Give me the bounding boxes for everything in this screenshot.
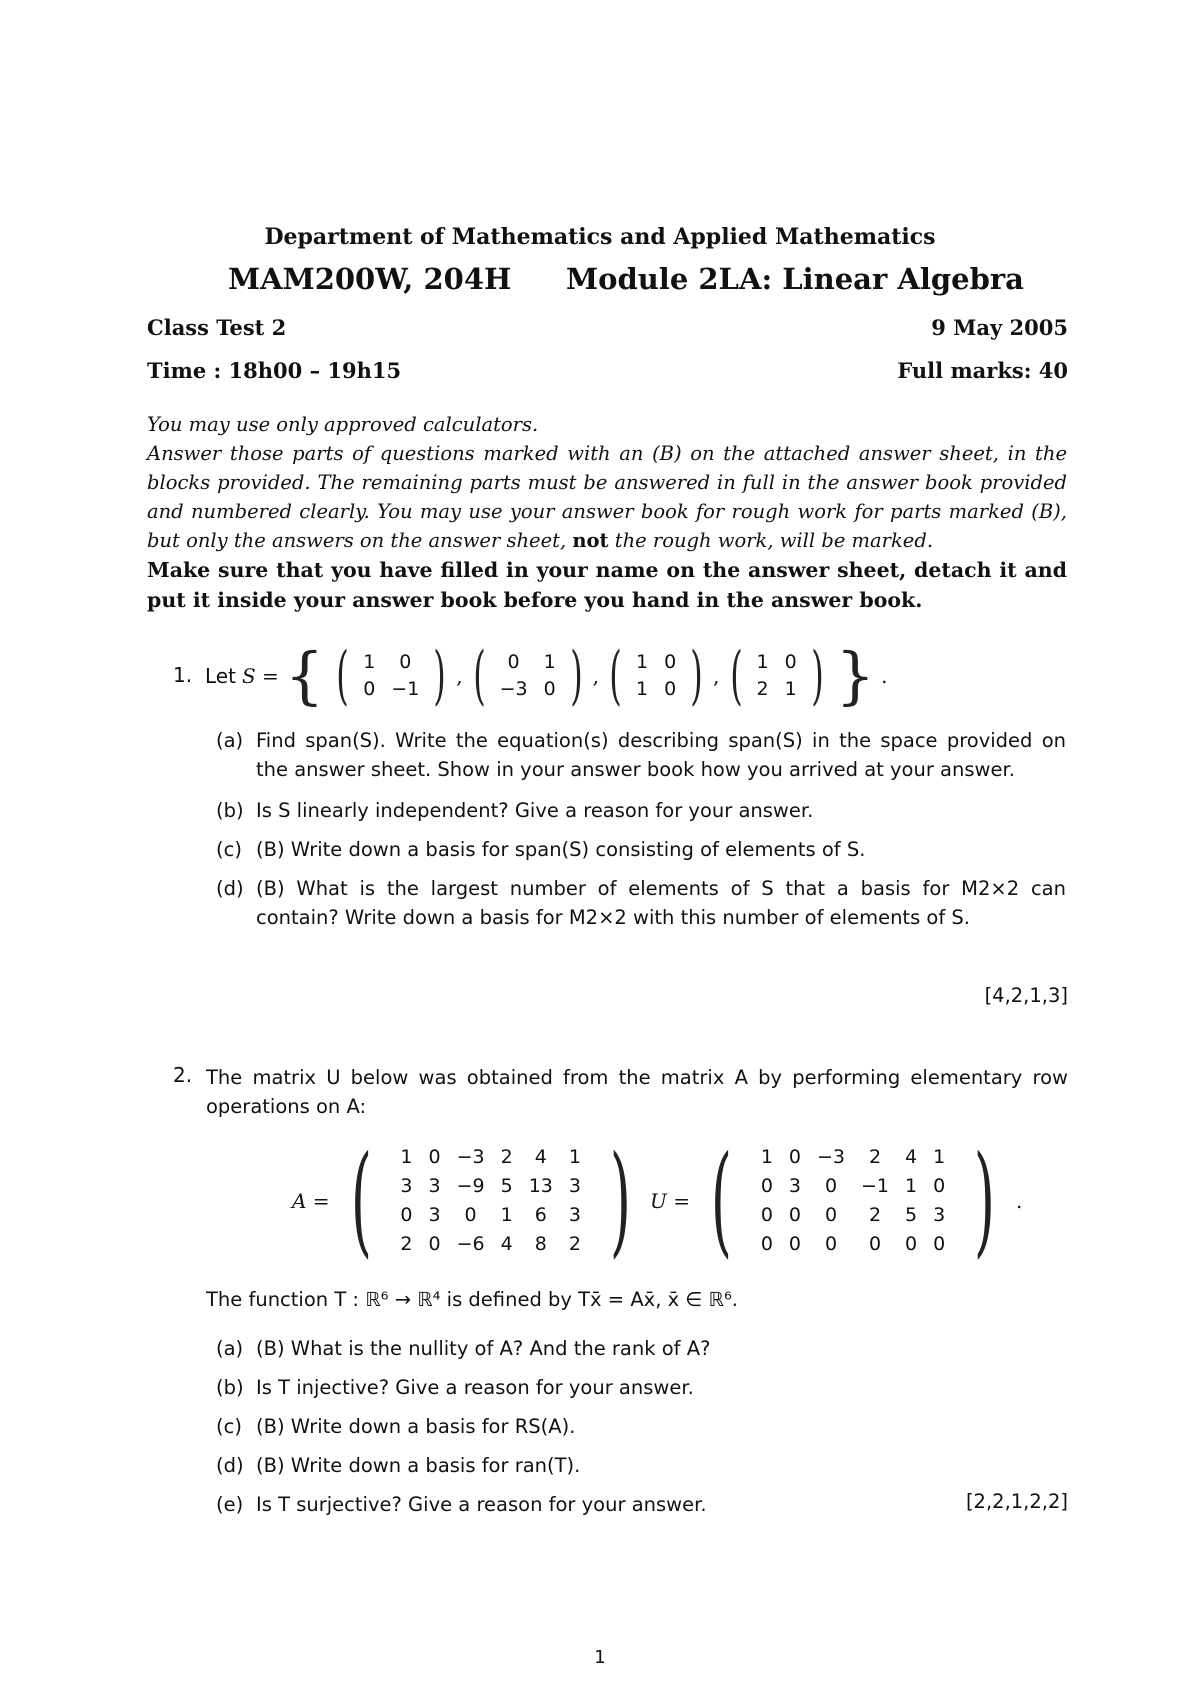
q1-matrix-1: ( 1 0 0 −1 ) [336, 639, 447, 713]
matrix-entry: 4 [905, 1146, 918, 1168]
matrix-entry: 3 [933, 1204, 946, 1226]
q2-function-definition: The function T : ℝ⁶ → ℝ⁴ is defined by Tx̄ = Ax̄, x̄ ∈ ℝ⁶. [206, 1288, 738, 1311]
matrix-entry: 2 [868, 1204, 882, 1226]
matrix-entry: 1 [636, 651, 649, 673]
page-number: 1 [594, 1647, 606, 1668]
matrix-entry: 3 [400, 1175, 413, 1197]
matrix-u-block: U = ( 1 0 −3 2 4 1 0 3 0 −1 1 0 0 0 0 2 5 3 0 0 0 0 0 0 ) . [650, 1131, 1023, 1270]
matrix-entry: 0 [428, 1233, 441, 1255]
q2-part-e: (e) Is T surjective? Give a reason for your answer. [216, 1493, 707, 1516]
answer-instructions: Answer those parts of questions marked with an (B) on the attached answer sheet, in the blocks provided. The remaining parts must be answered in full in the answer book provided and numbered clearly. You may use your answer book for rough work for parts marked (B), but only the answers on the answer sheet, not the rough work, will be marked. [147, 442, 1067, 552]
q1-matrix-2: ( 0 1 −3 0 ) [472, 639, 583, 713]
matrix-entry: 0 [464, 1204, 477, 1226]
matrix-entry: 0 [933, 1175, 946, 1197]
matrix-entry: 1 [760, 1146, 773, 1168]
q2-marks: [2,2,1,2,2] [965, 1490, 1068, 1513]
q2-intro: The matrix U below was obtained from the matrix A by performing elementary row operations on A: [206, 1066, 1068, 1118]
matrix-entry: −1 [391, 678, 420, 700]
matrix-entry: 2 [568, 1233, 581, 1255]
q1-matrix-3: ( 1 0 1 0 ) [609, 639, 703, 713]
matrix-u [753, 1143, 953, 1259]
matrix-entry: 0 [824, 1233, 838, 1255]
matrix-entry: 1 [933, 1146, 946, 1168]
matrix-entry: 0 [760, 1233, 773, 1255]
matrix-entry: 1 [784, 678, 797, 700]
matrix-entry: 13 [528, 1175, 553, 1197]
matrix-entry: 5 [500, 1175, 513, 1197]
matrix-entry: 1 [543, 651, 556, 673]
full-marks: Full marks: 40 [897, 358, 1068, 383]
q1-part-c: (c) (B) Write down a basis for span(S) consisting of elements of S. [216, 838, 866, 861]
matrix-entry: −3 [817, 1146, 846, 1168]
matrix-entry: 0 [543, 678, 556, 700]
matrix-entry: 3 [568, 1204, 581, 1226]
matrix-entry: 0 [664, 651, 677, 673]
q2-part-d: (d) (B) Write down a basis for ran(T). [216, 1454, 581, 1477]
q1-set-symbol: S = [241, 664, 279, 688]
matrix-entry: 2 [868, 1146, 882, 1168]
matrix-entry: 0 [788, 1233, 801, 1255]
warning-note: Make sure that you have filled in your name on the answer sheet, detach it and put it inside your answer book before you hand in the answer book. [147, 558, 1067, 612]
q2-part-a: (a) (B) What is the nullity of A? And the rank of A? [216, 1337, 711, 1360]
q1-let: Let [205, 664, 236, 688]
q1-marks: [4,2,1,3] [984, 984, 1068, 1007]
matrix-entry: 4 [500, 1233, 513, 1255]
matrix-entry: 0 [760, 1204, 773, 1226]
matrix-u-label: U = [650, 1189, 690, 1213]
module-title: Module 2LA: Linear Algebra [566, 262, 1024, 296]
matrix-entry: 1 [363, 651, 376, 673]
matrix-entry: 0 [868, 1233, 882, 1255]
matrix-entry: 0 [664, 678, 677, 700]
q2-part-b: (b) Is T injective? Give a reason for your answer. [216, 1376, 694, 1399]
course-code: MAM200W, 204H [228, 262, 512, 296]
matrix-entry: −1 [861, 1175, 890, 1197]
q1-part-a: (a) Find span(S). Write the equation(s) describing span(S) in the space provided on the answer sheet. Show in your answer book how you arrived at your answer. [216, 729, 1066, 781]
matrix-entry: −3 [499, 678, 528, 700]
q1-set-definition: Let S = { ( 1 0 0 −1 ) , ( 0 1 −3 0 ) , ( 1 0 1 0 ) , ( 1 0 2 1 ) } . [205, 639, 888, 713]
matrix-entry: 0 [824, 1175, 838, 1197]
test-time: Time : 18h00 – 19h15 [147, 358, 402, 383]
matrix-entry: 1 [500, 1204, 513, 1226]
matrix-entry: 6 [534, 1204, 547, 1226]
matrix-entry: 3 [568, 1175, 581, 1197]
department-heading: Department of Mathematics and Applied Mathematics [264, 224, 936, 250]
matrix-entry: 0 [784, 651, 797, 673]
matrix-entry: 8 [534, 1233, 547, 1255]
q1-matrix-list: ( 1 0 0 −1 ) , ( 0 1 −3 0 ) , ( 1 0 1 0 ) , ( 1 0 2 1 ) [330, 644, 829, 708]
matrix-a-block: A = ( 1 0 −3 2 4 1 3 3 −9 5 13 3 0 3 0 1 6 3 2 0 −6 4 8 2 ) [292, 1131, 631, 1270]
matrix-entry: 0 [824, 1204, 838, 1226]
matrix-entry: 2 [400, 1233, 413, 1255]
matrix-entry: 0 [399, 651, 412, 673]
matrix-entry: −9 [456, 1175, 485, 1197]
not-emphasis: not [572, 529, 609, 552]
matrix-entry: 2 [500, 1146, 513, 1168]
matrix-entry: 3 [428, 1204, 441, 1226]
instructions [147, 410, 1067, 555]
q1-matrix-4: ( 1 0 2 1 ) [729, 639, 824, 713]
q2-part-c: (c) (B) Write down a basis for RS(A). [216, 1415, 576, 1438]
matrix-entry: 0 [428, 1146, 441, 1168]
right-brace: } [835, 639, 876, 712]
matrix-entry: 0 [400, 1204, 413, 1226]
matrix-entry: 0 [933, 1233, 946, 1255]
q2-number: 2. [173, 1063, 193, 1087]
q1-part-b: (b) Is S linearly independent? Give a reason for your answer. [216, 799, 814, 822]
matrix-entry: 0 [905, 1233, 918, 1255]
calculator-note: You may use only approved calculators. [147, 413, 539, 436]
matrix-entry: 1 [905, 1175, 918, 1197]
matrix-a [392, 1143, 589, 1259]
matrix-entry: 1 [568, 1146, 581, 1168]
q1-part-d: (d) (B) What is the largest number of elements of S that a basis for M2×2 can contain? Write down a basis for M2×2 with this number of elements of S. [216, 877, 1066, 929]
matrix-entry: 0 [363, 678, 376, 700]
matrix-entry: 3 [788, 1175, 801, 1197]
test-date: 9 May 2005 [931, 315, 1068, 340]
matrix-entry: 3 [428, 1175, 441, 1197]
matrix-entry: 1 [636, 678, 649, 700]
matrix-entry: −3 [456, 1146, 485, 1168]
matrix-entry: 0 [788, 1146, 801, 1168]
matrix-a-label: A = [292, 1189, 330, 1213]
matrix-entry: 0 [760, 1175, 773, 1197]
matrix-entry: 2 [756, 678, 769, 700]
matrix-entry: −6 [456, 1233, 485, 1255]
test-name: Class Test 2 [147, 315, 287, 340]
matrix-entry: 5 [905, 1204, 918, 1226]
q1-number: 1. [173, 663, 193, 687]
matrix-entry: 0 [507, 651, 520, 673]
matrix-entry: 1 [400, 1146, 413, 1168]
left-brace: { [284, 639, 325, 712]
matrix-entry: 1 [756, 651, 769, 673]
matrix-entry: 0 [788, 1204, 801, 1226]
matrix-entry: 4 [534, 1146, 547, 1168]
